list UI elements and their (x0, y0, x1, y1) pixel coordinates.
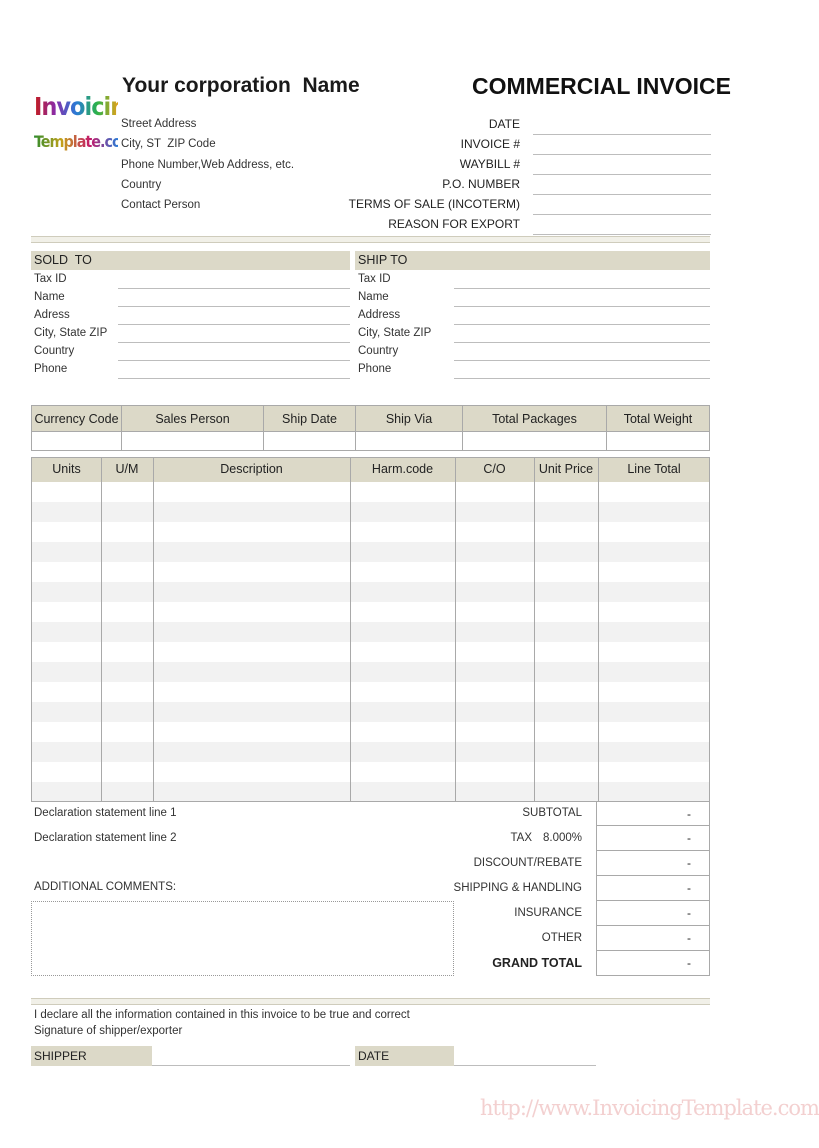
col-total-weight: Total Weight (607, 406, 710, 432)
comments-box[interactable] (31, 901, 454, 976)
company-phone: Phone Number,Web Address, etc. (121, 159, 295, 171)
sold-to-label: City, State ZIP (34, 327, 108, 339)
watermark: http://www.InvoicingTemplate.com (480, 1096, 819, 1120)
sold-to-label: Phone (34, 363, 68, 375)
total-label: DISCOUNT/REBATE (473, 857, 582, 869)
invoice-field-line (533, 214, 711, 215)
ship-to-label: Address (358, 309, 401, 321)
date-line[interactable] (454, 1065, 596, 1066)
shipping-table (31, 405, 710, 451)
col-harm-code: Harm.code (371, 462, 434, 476)
items-header (32, 458, 709, 483)
total-value: - (687, 831, 691, 845)
logo (34, 92, 141, 172)
cell-total-weight[interactable] (607, 432, 710, 451)
company-city: City, ST ZIP Code (121, 138, 216, 150)
sold-to-field[interactable] (31, 271, 350, 289)
company-name: Your corporation Name (122, 74, 360, 97)
invoice-field-line (533, 234, 711, 235)
col-unit-price: Unit Price (538, 462, 594, 476)
cell-currency-code[interactable] (32, 432, 122, 451)
invoice-field-line (533, 194, 711, 195)
total-value-box[interactable] (596, 851, 710, 876)
invoice-field-label: P.O. NUMBER (442, 177, 520, 191)
col-description: Description (220, 462, 283, 476)
ship-to-field[interactable] (355, 361, 710, 379)
sold-to-heading: SOLD TO (34, 253, 92, 267)
invoice-field-label: DATE (488, 117, 520, 131)
logo-line1: Invoicing (34, 92, 141, 121)
total-value: - (687, 906, 691, 920)
sold-to-field[interactable] (31, 307, 350, 325)
total-label: SUBTOTAL (522, 807, 582, 819)
total-insurance (400, 901, 710, 926)
sold-to-label: Adress (34, 309, 70, 321)
company-contact: Contact Person (121, 199, 201, 211)
ship-to-line (454, 378, 710, 379)
total-label: INSURANCE (514, 907, 582, 919)
sold-to-field[interactable] (31, 343, 350, 361)
invoice-field-po[interactable] (300, 176, 711, 196)
col-divider (455, 458, 456, 801)
total-shipping (400, 876, 710, 901)
invoice-field-terms[interactable] (300, 196, 711, 216)
total-value-box[interactable] (596, 951, 710, 976)
shipper-label: SHIPPER (34, 1049, 87, 1063)
total-value-box[interactable] (596, 876, 710, 901)
total-other (400, 926, 710, 951)
logo-line2: Template.com (34, 132, 135, 151)
date-label-box (355, 1046, 454, 1066)
sold-to-line (118, 378, 350, 379)
total-value-box[interactable] (596, 926, 710, 951)
col-units: Units (52, 462, 81, 476)
invoice-field-label: TERMS OF SALE (INCOTERM) (348, 197, 520, 211)
total-value: - (687, 881, 691, 895)
ship-to-field[interactable] (355, 343, 710, 361)
declaration-line1: Declaration statement line 1 (34, 807, 177, 819)
ship-to-field[interactable] (355, 307, 710, 325)
totals (400, 801, 710, 976)
cell-ship-date[interactable] (264, 432, 356, 451)
separator-top (31, 236, 710, 243)
col-ship-date: Ship Date (264, 406, 356, 432)
ship-to-label: Country (358, 345, 399, 357)
sold-to-field[interactable] (31, 361, 350, 379)
cell-ship-via[interactable] (356, 432, 463, 451)
items-table (31, 457, 710, 802)
invoice-field-date[interactable] (300, 116, 711, 136)
invoice-field-label: REASON FOR EXPORT (388, 217, 520, 231)
total-tax (400, 826, 710, 851)
total-label: OTHER (541, 932, 582, 944)
ship-to-field[interactable] (355, 325, 710, 343)
ship-to-heading: SHIP TO (358, 253, 408, 267)
col-currency-code: Currency Code (32, 406, 122, 432)
invoice-field-label: INVOICE # (460, 137, 520, 151)
total-subtotal (400, 801, 710, 826)
col-divider (598, 458, 599, 801)
sold-to-label: Tax ID (34, 273, 67, 285)
shipper-line[interactable] (152, 1065, 350, 1066)
invoice-field-number[interactable] (300, 136, 711, 156)
ship-to-field[interactable] (355, 289, 710, 307)
col-divider (153, 458, 154, 801)
col-total-packages: Total Packages (463, 406, 607, 432)
ship-to-field[interactable] (355, 271, 710, 289)
col-divider (101, 458, 102, 801)
date-label: DATE (358, 1049, 390, 1063)
invoice-field-line (533, 154, 711, 155)
col-sales-person: Sales Person (122, 406, 264, 432)
col-divider (350, 458, 351, 801)
invoice-fields (300, 116, 711, 236)
total-label: SHIPPING & HANDLING (453, 882, 582, 894)
invoice-title: COMMERCIAL INVOICE (472, 73, 731, 99)
company-country: Country (121, 179, 162, 191)
invoice-field-waybill[interactable] (300, 156, 711, 176)
total-discount (400, 851, 710, 876)
total-value: - (687, 931, 691, 945)
col-divider (534, 458, 535, 801)
tax-rate[interactable]: 8.000% (542, 832, 582, 844)
total-value: - (687, 956, 691, 970)
total-label: GRAND TOTAL (492, 956, 582, 970)
sold-to-fields (31, 271, 350, 379)
ship-to-fields (355, 271, 710, 379)
ship-to-label: Name (358, 291, 389, 303)
total-label: TAX (510, 832, 532, 844)
ship-to-label: City, State ZIP (358, 327, 432, 339)
total-value: - (687, 807, 691, 821)
sold-to-field[interactable] (31, 289, 350, 307)
cell-sales-person[interactable] (122, 432, 264, 451)
separator-bottom (31, 998, 710, 1005)
sold-to-label: Name (34, 291, 65, 303)
total-value-box[interactable] (596, 801, 710, 826)
total-value-box[interactable] (596, 901, 710, 926)
total-value: - (687, 856, 691, 870)
ship-to-label: Phone (358, 363, 392, 375)
shipper-label-box (31, 1046, 152, 1066)
ship-to-header (355, 251, 710, 270)
signature-label: Signature of shipper/exporter (34, 1025, 183, 1037)
company-street: Street Address (121, 118, 197, 130)
invoice-field-reason[interactable] (300, 216, 711, 236)
declaration-statement: I declare all the information contained in this invoice to be true and correct (34, 1009, 410, 1021)
col-co: C/O (483, 462, 506, 476)
declaration-line2: Declaration statement line 2 (34, 832, 177, 844)
cell-total-packages[interactable] (463, 432, 607, 451)
sold-to-label: Country (34, 345, 75, 357)
items-rows[interactable] (32, 482, 709, 801)
ship-to-label: Tax ID (358, 273, 391, 285)
col-um: U/M (115, 462, 139, 476)
comments-label: ADDITIONAL COMMENTS: (34, 881, 177, 893)
col-ship-via: Ship Via (356, 406, 463, 432)
total-value-box[interactable] (596, 826, 710, 851)
invoice-field-line (533, 174, 711, 175)
invoice-field-line (533, 134, 711, 135)
sold-to-header (31, 251, 350, 270)
sold-to-field[interactable] (31, 325, 350, 343)
invoice-field-label: WAYBILL # (459, 157, 520, 171)
col-line-total: Line Total (627, 462, 681, 476)
total-grand (400, 951, 710, 976)
